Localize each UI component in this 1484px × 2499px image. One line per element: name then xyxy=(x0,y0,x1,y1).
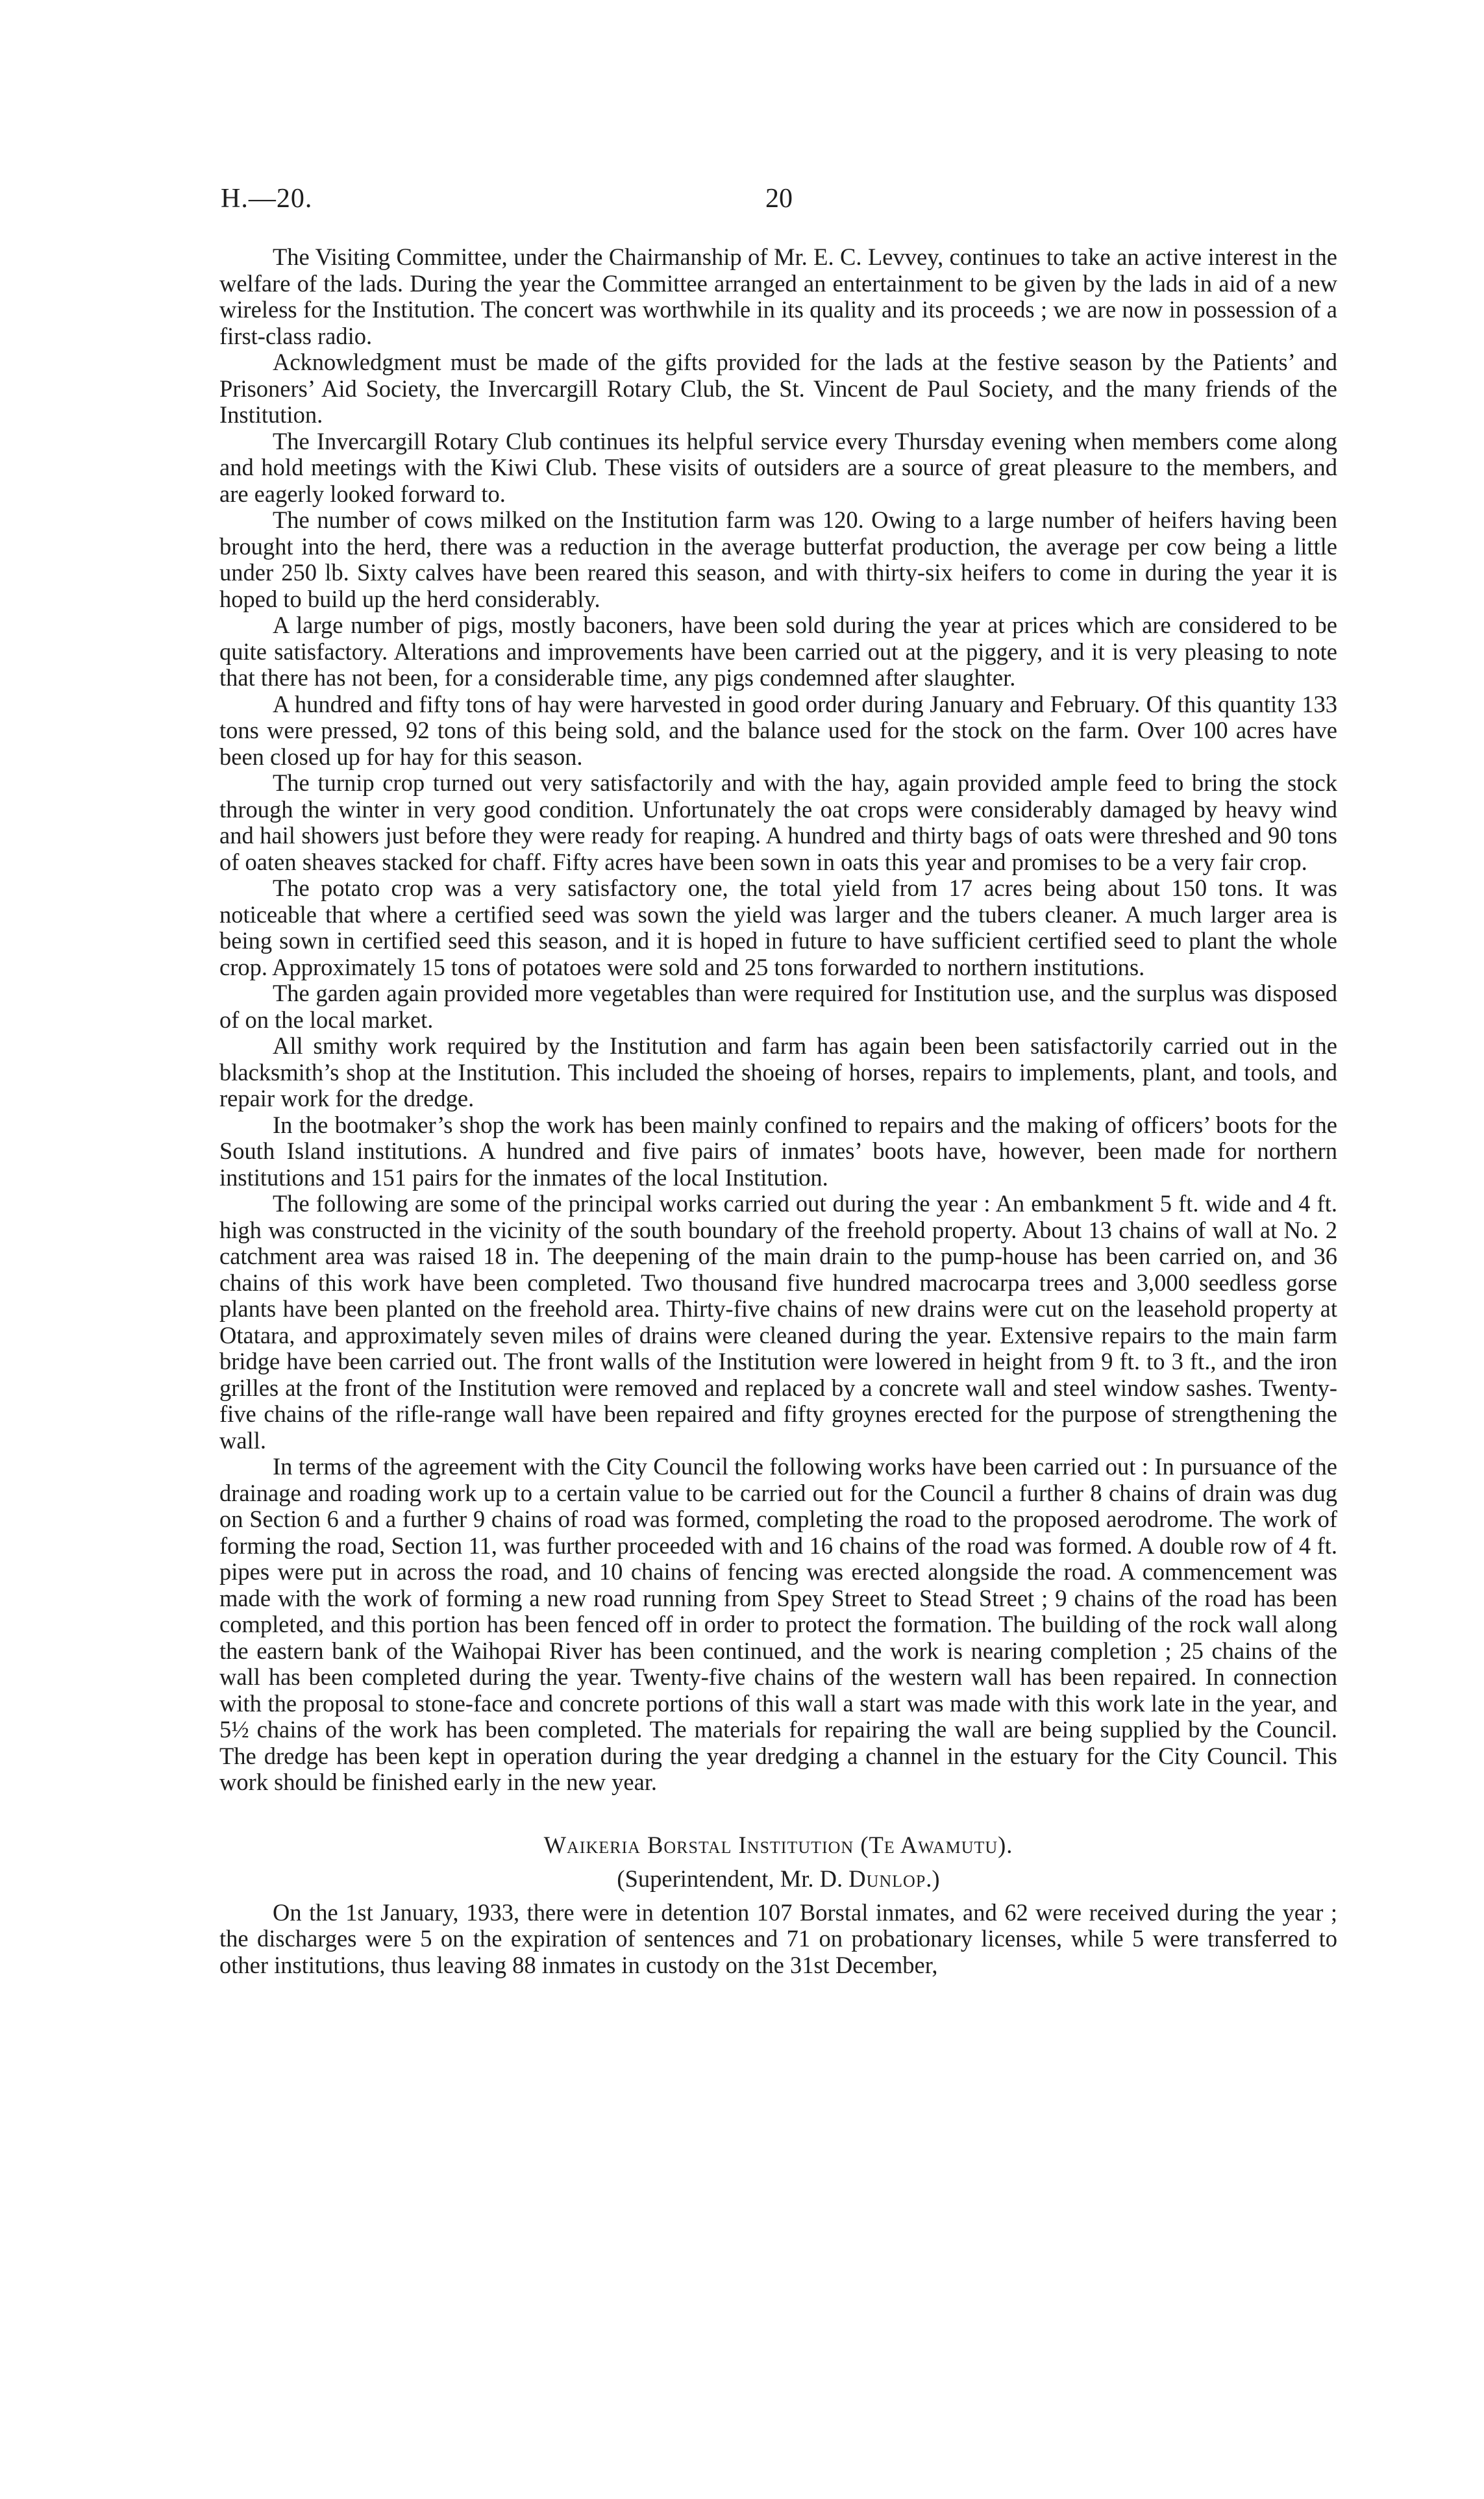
paragraph-city-council: In terms of the agreement with the City Council the following works have been carried out : In pursuance of the drainage and roading work up to a certain value to be carried out for the Council a further 8 chains of drain was dug on Section 6 and a further 9 chains of road was formed, completing the road to the proposed aerodrome. The work of forming the road, Section 11, was further proceeded with and 16 chains of the road was formed. A double row of 4 ft. pipes were put in across the road, and 10 chains of fencing was erected alongside the road. A commencement was made with the work of forming a new road running from Spey Street to Stead Street ; 9 chains of the road has been completed, and this portion has been fenced off in order to protect the formation. The building of the rock wall along the eastern bank of the Waihopai River has been continued, and the work is nearing completion ; 25 chains of the wall has been completed during the year. Twenty-five chains of the western wall has been repaired. In connection with the proposal to stone-face and concrete portions of this wall a start was made with this work late in the year, and 5½ chains of the work has been completed. The materials for repairing the wall are being supplied by the Council. The dredge has been kept in operation during the year dredging a channel in the estuary for the City Council. This work should be finished early in the new year. xyxy=(219,1453,1337,1795)
section-subtitle xyxy=(219,1865,1337,1893)
paragraph-potato: The potato crop was a very satisfactory one, the total yield from 17 acres being about 150 tons. It was noticeable that where a certified seed was sown the yield was larger and the tubers cleaner. A much larger area is being sown in certified seed this season, and it is hoped in future to have sufficient certified seed to plant the whole crop. Approximately 15 tons of potatoes were sold and 25 tons forwarded to northern institutions. xyxy=(219,875,1337,980)
paragraph-cows: The number of cows milked on the Institution farm was 120. Owing to a large number of heifers having been brought into the herd, there was a reduction in the average butterfat production, the average per cow being a little under 250 lb. Sixty calves have been reared this season, and with thirty-six heifers to come in during the year it is hoped to build up the herd considerably. xyxy=(219,506,1337,612)
subtitle-suffix: .) xyxy=(926,1865,940,1892)
superintendent-name: Dunlop xyxy=(848,1865,926,1892)
paragraph-pigs: A large number of pigs, mostly baconers, have been sold during the year at prices which are considered to be quite satisfactory. Alterations and improvements have been carried out at the piggery, and it is very pleasing to note that there has not been, for a considerable time, any pigs condemned after slaughter. xyxy=(219,612,1337,691)
page-header xyxy=(221,183,1337,222)
paragraph-hay: A hundred and fifty tons of hay were harvested in good order during January and February. Of this quantity 133 tons were pressed, 92 tons of this being sold, and the balance used for the stock on the farm. Over 100 acres have been closed up for hay for this season. xyxy=(219,690,1337,770)
section-title: Waikeria Borstal Institution (Te Awamutu). xyxy=(543,1831,1013,1858)
paragraph-rotary-club: The Invercargill Rotary Club continues its helpful service every Thursday evening when members come along and hold meetings with the Kiwi Club. These visits of outsiders are a source of great pleasure to the members, and are eagerly looked forward to. xyxy=(219,427,1337,507)
page-number: 20 xyxy=(765,184,793,214)
page-body xyxy=(219,244,1337,1978)
paragraph-bootmaker: In the bootmaker’s shop the work has been mainly confined to repairs and the making of officers’ boots for the South Island institutions. A hundred and five pairs of inmates’ boots have, however, been made for northern institutions and 151 pairs for the inmates of the local Institution. xyxy=(219,1111,1337,1191)
paragraph-garden: The garden again provided more vegetables than were required for Institution use, and the surplus was disposed of on the local market. xyxy=(219,980,1337,1033)
paragraph-waikeria-detention: On the 1st January, 1933, there were in detention 107 Borstal inmates, and 62 were received during the year ; the discharges were 5 on the expiration of sentences and 71 on probationary licenses, while 5 were transferred to other institutions, thus leaving 88 inmates in custody on the 31st December, xyxy=(219,1898,1337,1978)
paragraph-visiting-committee: The Visiting Committee, under the Chairmanship of Mr. E. C. Levvey, continues to take an active interest in the welfare of the lads. During the year the Committee arranged an entertainment to be given by the lads in aid of a new wireless for the Institution. The concert was worthwhile in its quality and its proceeds ; we are now in possession of a first-class radio. xyxy=(219,243,1337,349)
subtitle-prefix: (Superintendent, Mr. D. xyxy=(617,1865,849,1892)
paragraph-acknowledgment: Acknowledgment must be made of the gifts provided for the lads at the festive season by the Patients’ and Prisoners’ Aid Society, the Invercargill Rotary Club, the St. Vincent de Paul Society, and the many friends of the Institution. xyxy=(219,349,1337,428)
document-reference: H.—20. xyxy=(221,184,313,214)
paragraph-principal-works: The following are some of the principal works carried out during the year : An embankment 5 ft. wide and 4 ft. high was constructed in the vicinity of the south boundary of the freehold property. About 13 chains of wall at No. 2 catchment area was raised 18 in. The deepening of the main drain to the pump-house has been carried on, and 36 chains of this work have been completed. Two thousand five hundred macrocarpa trees and 3,000 seedless gorse plants have been planted on the freehold area. Thirty-five chains of new drains were cut on the leasehold property at Otatara, and approximately seven miles of drains were cleaned during the year. Extensive repairs to the main farm bridge have been carried out. The front walls of the Institution were lowered in height from 9 ft. to 3 ft., and the iron grilles at the front of the Institution were removed and replaced by a concrete wall and steel window sashes. Twenty-five chains of the rifle-range wall have been repaired and fifty groynes erected for the purpose of strengthening the wall. xyxy=(219,1190,1337,1454)
paragraph-smithy: All smithy work required by the Institution and farm has again been been satisfactorily carried out in the blacksmith’s shop at the Institution. This included the shoeing of horses, repairs to implements, plant, and tools, and repair work for the dredge. xyxy=(219,1032,1337,1112)
paragraph-turnip-oats: The turnip crop turned out very satisfactorily and with the hay, again provided ample feed to bring the stock through the winter in very good condition. Unfortunately the oat crops were considerably damaged by heavy wind and hail showers just before they were ready for reaping. A hundred and thirty bags of oats were threshed and 90 tons of oaten sheaves stacked for chaff. Fifty acres have been sown in oats this year and promises to be a very fair crop. xyxy=(219,769,1337,875)
